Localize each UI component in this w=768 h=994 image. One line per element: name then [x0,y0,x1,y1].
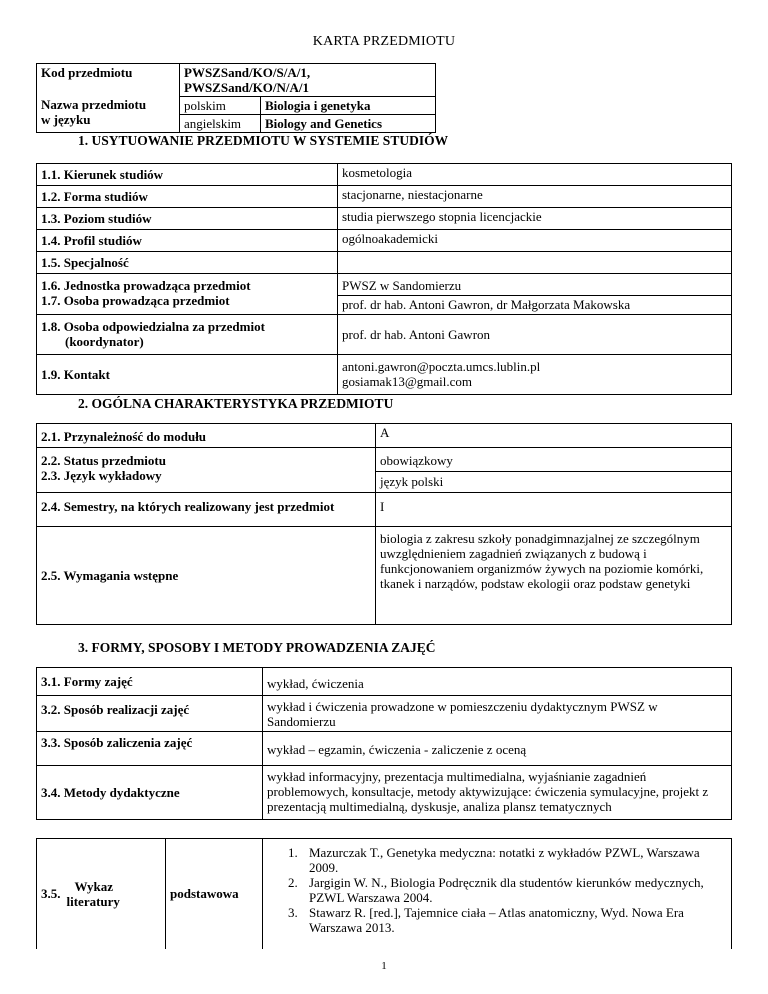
s1-label-2: 1.2. Forma studiów [37,186,338,208]
lit-item-1: 1. Mazurczak T., Genetyka medyczna: notatki z wykładów PZWL, Warszawa 2009. [301,845,727,875]
s2-value-5: biologia z zakresu szkoły ponadgimnazjalnej ze szczególnym uwzględnieniem zagadnień związanych z budową i funkcjonowaniem organizmów żywych na poziomie komórki, tkanek i narządów, podstaw ekologii oraz podstaw genetyki [376,527,732,625]
s3-label-1: 3.1. Formy zajęć [37,668,263,696]
page-number: 1 [381,960,387,972]
lit-list-cell [263,839,732,949]
s2-label-1: 2.1. Przynależność do modułu [37,424,376,448]
s2-value-3: język polski [380,474,444,489]
s3-label-3: 3.3. Sposób zaliczenia zajęć [37,732,263,766]
lang-english: angielskim [180,115,261,133]
lit-label-line2: literatury [66,893,120,909]
section-3-table [36,667,732,949]
contact-email-2: gosiamak13@gmail.com [342,374,473,389]
lit-label [61,879,120,909]
contact-email-1: antoni.gawron@poczta.umcs.lublin.pl [342,359,541,374]
s1-label-8-line2: (koordynator) [65,334,144,349]
s2-label-4: 2.4. Semestry, na których realizowany jest przedmiot [37,493,376,527]
s2-value-2-3 [376,448,732,493]
s1-value-6: PWSZ w Sandomierzu [338,274,731,296]
s1-value-1: kosmetologia [338,164,732,186]
name-english: Biology and Genetics [261,115,436,133]
s3-label-4: 3.4. Metody dydaktyczne [37,766,263,820]
s2-value-4: I [376,493,732,527]
section-1-table [36,163,732,395]
literature-list [267,845,727,935]
s1-value-6-7 [338,274,732,315]
section-1-heading: 1. USYTUOWANIE PRZEDMIOTU W SYSTEMIE STUDIÓW [78,133,449,148]
s3-value-1: wykład, ćwiczenia [263,668,732,696]
s1-label-6-7 [37,274,338,315]
s1-value-9 [338,355,732,395]
s3-value-3: wykład – egzamin, ćwiczenia - zaliczenie z oceną [263,732,732,766]
s3-label-5 [37,839,166,949]
s2-value-2: obowiązkowy [376,448,731,472]
name-label-line1: Nazwa przedmiotu [41,96,147,112]
name-polish: Biologia i genetyka [261,97,436,115]
s1-value-8: prof. dr hab. Antoni Gawron [338,315,732,355]
s2-label-2-3 [37,448,376,493]
lit-item-3: 3. Stawarz R. [red.], Tajemnice ciała – Atlas anatomiczny, Wyd. Nowa Era Warszawa 2013. [301,905,727,935]
lit-number: 3.5. [41,886,61,902]
s1-label-8-line1: 1.8. Osoba odpowiedzialna za przedmiot [41,319,265,334]
s2-label-3: 2.3. Język wykładowy [41,468,162,483]
course-code-table [36,63,436,133]
s2-label-2: 2.2. Status przedmiotu [41,453,166,468]
s1-label-6: 1.6. Jednostka prowadząca przedmiot [41,278,251,293]
s1-value-2: stacjonarne, niestacjonarne [338,186,732,208]
s2-value-1: A [376,424,732,448]
s3-value-4: wykład informacyjny, prezentacja multimedialna, wyjaśnianie zagadnień problemowych, konsultacje, metody aktywizujące: ćwiczenia symulacyjne, projekt z prezentacją multimedialną, dyskusje, analiza plansz tematycznych [263,766,732,820]
section-3-heading: 3. FORMY, SPOSOBY I METODY PROWADZENIA ZAJĘĆ [78,640,436,655]
code-value: PWSZSand/KO/S/A/1, PWSZSand/KO/N/A/1 [180,64,436,97]
s1-value-4: ogólnoakademicki [338,230,732,252]
document-title: KARTA PRZEDMIOTU [312,34,456,49]
s1-label-3: 1.3. Poziom studiów [37,208,338,230]
s1-value-5 [338,252,732,274]
s3-value-2: wykład i ćwiczenia prowadzone w pomieszczeniu dydaktycznym PWSZ w Sandomierzu [263,696,732,732]
s3-label-2: 3.2. Sposób realizacji zajęć [37,696,263,732]
lit-item-2: 2. Jargigin W. N., Biologia Podręcznik dla studentów kierunków medycznych, PZWL Warszawa 2004. [301,875,727,905]
lit-label-line1: Wykaz [74,878,114,894]
code-label: Kod przedmiotu [37,64,180,97]
section-2-heading: 2. OGÓLNA CHARAKTERYSTYKA PRZEDMIOTU [78,396,394,411]
s1-value-7: prof. dr hab. Antoni Gawron, dr Małgorzata Makowska [342,297,631,312]
lang-polish: polskim [180,97,261,115]
s2-label-5: 2.5. Wymagania wstępne [37,527,376,625]
s1-label-9: 1.9. Kontakt [37,355,338,395]
section-2-table [36,423,732,625]
s1-label-8 [37,315,338,355]
name-label [37,97,180,133]
lit-type: podstawowa [166,839,263,949]
s1-label-4: 1.4. Profil studiów [37,230,338,252]
s1-label-7: 1.7. Osoba prowadząca przedmiot [41,293,230,308]
s1-value-3: studia pierwszego stopnia licencjackie [338,208,732,230]
name-label-line2: w języku [41,111,91,127]
s1-label-1: 1.1. Kierunek studiów [37,164,338,186]
s1-label-5: 1.5. Specjalność [37,252,338,274]
s3-spacer [37,820,732,839]
